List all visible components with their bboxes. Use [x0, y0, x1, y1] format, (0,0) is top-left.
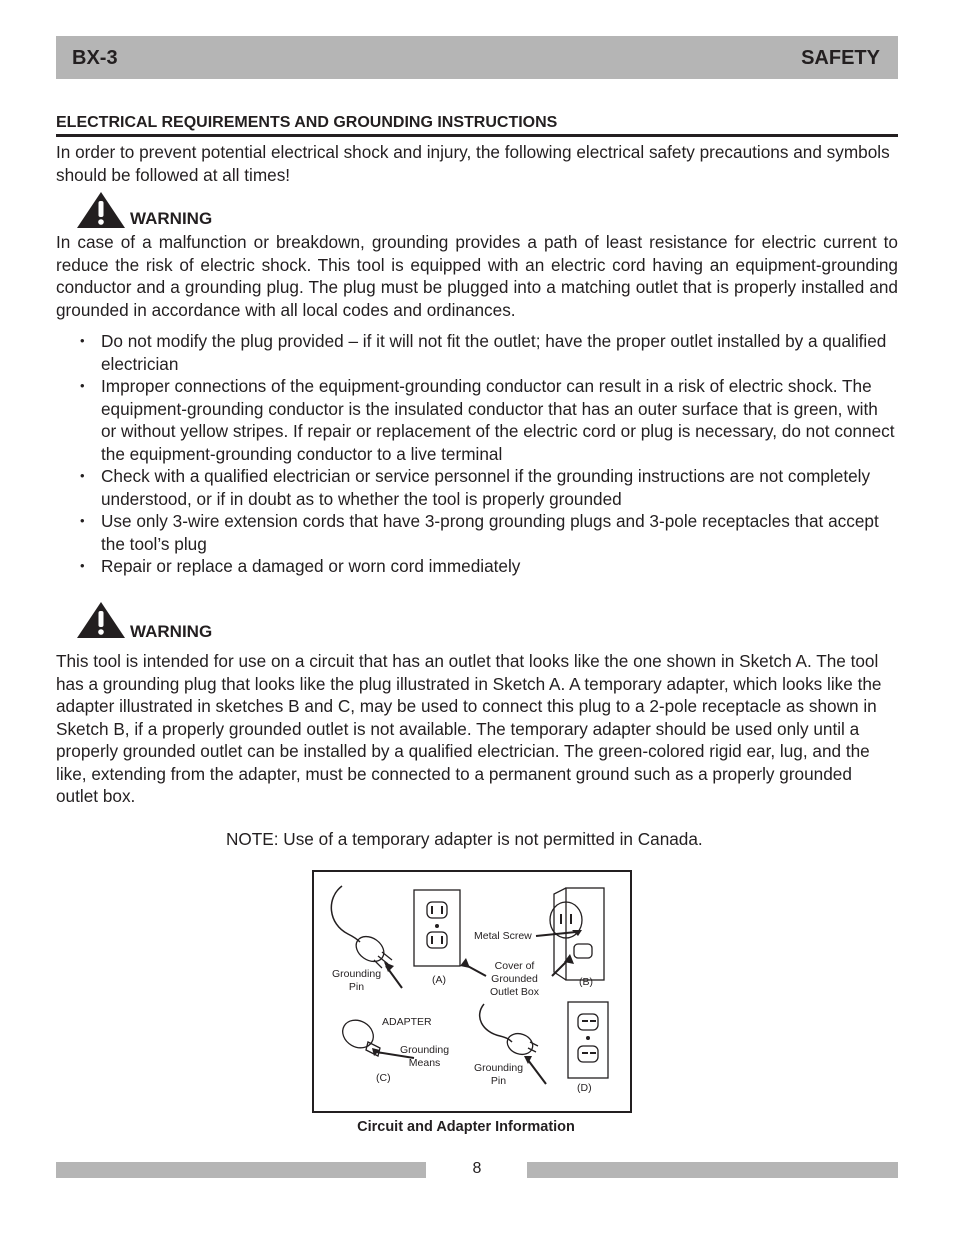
sketch-c-label: (C) [376, 1072, 391, 1084]
sketch-a-label: (A) [432, 974, 446, 986]
sketch-d-label: (D) [577, 1082, 592, 1094]
warning-triangle-icon [76, 191, 126, 229]
grounding-pin-label: Grounding Pin [332, 968, 382, 993]
section-heading: ELECTRICAL REQUIREMENTS AND GROUNDING INSTRUCTIONS [56, 114, 898, 137]
grounding-pin-label: Grounding Pin [474, 1062, 524, 1087]
list-item: • Use only 3-wire extension cords that have 3-prong grounding plugs and 3-pole receptacles that accept the tool’s plug [80, 511, 879, 554]
section-title: SAFETY [801, 47, 880, 69]
cover-label: Cover of Grounded Outlet Box [490, 960, 540, 998]
list-item: • Check with a qualified electrician or service personnel if the grounding instructions are not completely understood, or if in doubt as to whether the tool is properly grounded [80, 466, 871, 509]
warning-label: WARNING [130, 622, 213, 641]
page-number: 8 [472, 1160, 482, 1177]
list-item: • Improper connections of the equipment-grounding conductor can result in a risk of electric shock. The equipment-grounding conductor is the insulated conductor that has an outer surface that is green, with or without yellow stripes. If repair or replacement of the electric cord or plug is necessary, do not connect the equipment-grounding conductor to a live terminal [80, 376, 895, 464]
footer-bar-left [56, 1162, 426, 1178]
footer-bar-right [527, 1162, 898, 1178]
list-item: • Repair or replace a damaged or worn cord immediately [80, 556, 521, 576]
sketch-b-label: (B) [579, 976, 593, 988]
model-name: BX-3 [72, 47, 118, 69]
canada-note: NOTE: Use of a temporary adapter is not permitted in Canada. [226, 829, 703, 849]
warning-text-2: This tool is intended for use on a circuit that has an outlet that looks like the one shown in Sketch A. The tool has a grounding plug that looks like the plug illustrated in Sketch A. A temporary adapter, which looks like the adapter illustrated in sketches B and C, may be used to connect this plug to a 2-pole receptacle as shown in Sketch B, if a properly grounded outlet is not available. The temporary adapter should be used only until a properly grounded outlet can be installed by a qualified electrician. The green-colored rigid ear, lug, and the like, extending from the adapter, must be connected to a permanent ground such as a properly grounded outlet box. [56, 651, 882, 806]
adapter-label: ADAPTER [382, 1016, 432, 1028]
precautions-list [80, 330, 896, 578]
metal-screw-label: Metal Screw [474, 930, 532, 942]
warning-triangle-icon [76, 601, 126, 639]
figure-caption: Circuit and Adapter Information [357, 1119, 575, 1135]
warning-label: WARNING [130, 209, 213, 228]
list-item: • Do not modify the plug provided – if it will not fit the outlet; have the proper outlet installed by a qualified electrician [80, 331, 887, 374]
intro-paragraph: In order to prevent potential electrical shock and injury, the following electrical safety precautions and symbols should be followed at all times! [56, 142, 890, 185]
header-bar [56, 36, 898, 79]
circuit-adapter-figure [312, 870, 632, 1113]
grounding-means-label: Grounding Means [400, 1044, 450, 1069]
warning-text-1: In case of a malfunction or breakdown, grounding provides a path of least resistance for electric current to reduce the risk of electric shock. This tool is equipped with an electric cord having an equipment-grounding conductor and a grounding plug. The plug must be plugged into a matching outlet that is properly installed and grounded in accordance with all local codes and ordinances. [56, 232, 898, 320]
